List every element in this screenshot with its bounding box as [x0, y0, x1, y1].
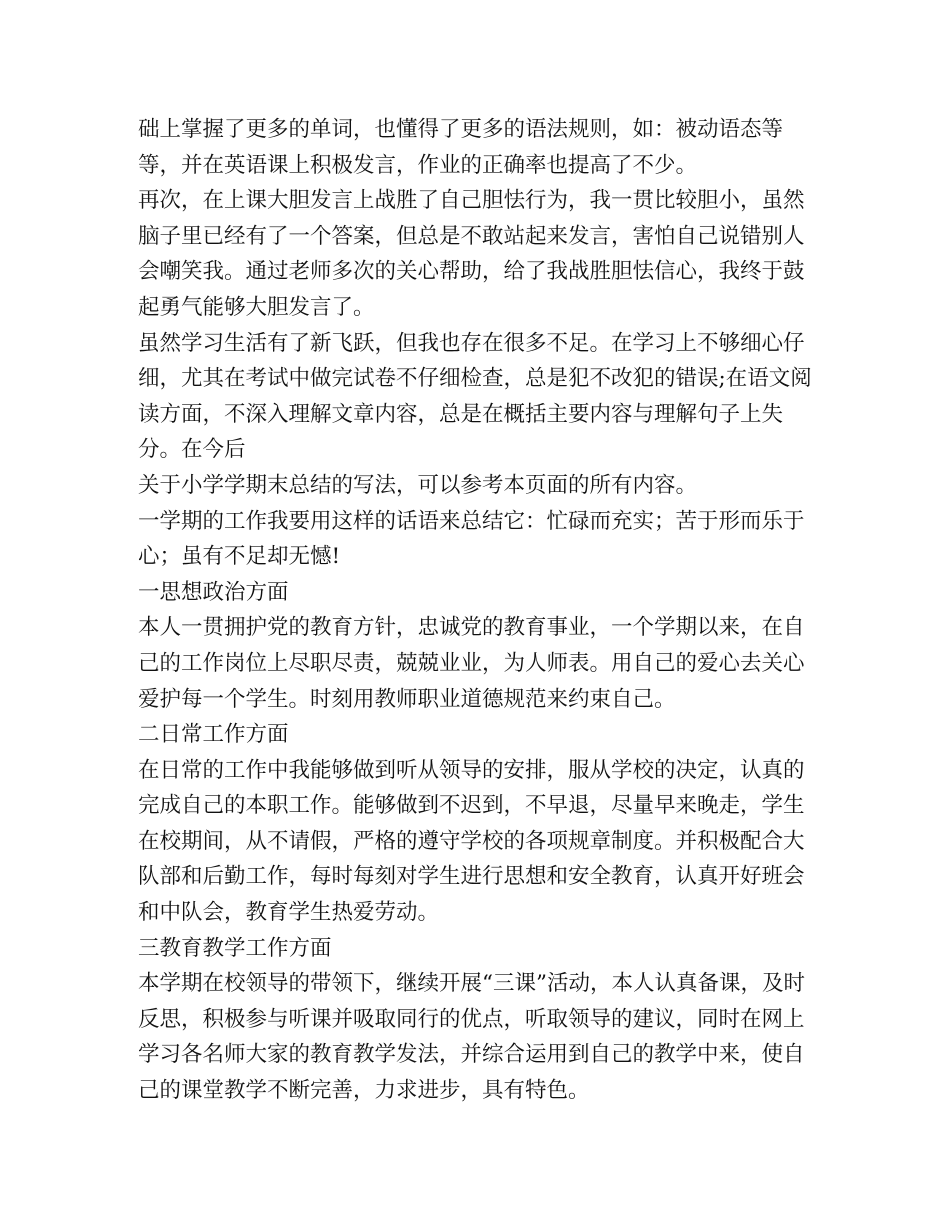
- paragraph-writing-note: 关于小学学期末总结的写法，可以参考本页面的所有内容。: [138, 472, 698, 498]
- paragraph-speaking-courage: 再次，在上课大胆发言上战胜了自己胆怯行为，我一贯比较胆小，虽然脑子里已经有了一个答案，但总是不敢站起来发言，害怕自己说错别人会嘲笑我。通过老师多次的关心帮助，给了我战胜胆怯信心，我终于鼓起勇气能够大胆发言了。: [138, 188, 805, 320]
- paragraph-political: 本人一贯拥护党的教育方针，忠诚党的教育事业，一个学期以来，在自己的工作岗位上尽职尽责，兢兢业业，为人师表。用自己的爱心去关心爱护每一个学生。时刻用教师职业道德规范来约束自己。: [138, 615, 805, 712]
- section-heading-daily-work: 二日常工作方面: [138, 722, 289, 748]
- section-heading-teaching: 三教育教学工作方面: [138, 935, 332, 961]
- paragraph-english-progress: 础上掌握了更多的单词，也懂得了更多的语法规则，如：被动语态等等，并在英语课上积极发言，作业的正确率也提高了不少。: [138, 117, 784, 178]
- paragraph-shortcomings: 虽然学习生活有了新飞跃，但我也存在很多不足。在学习上不够细心仔细，尤其在考试中做完试卷不仔细检查，总是犯不改犯的错误;在语文阅读方面，不深入理解文章内容，总是在概括主要内容与理解句子上失分。在今后: [138, 330, 812, 463]
- paragraph-daily-work: 在日常的工作中我能够做到听从领导的安排，服从学校的决定，认真的完成自己的本职工作。能够做到不迟到，不早退，尽量早来晚走，学生在校期间，从不请假，严格的遵守学校的各项规章制度。并积极配合大队部和后勤工作，每时每刻对学生进行思想和安全教育，认真开好班会和中队会，教育学生热爱劳动。: [138, 757, 805, 926]
- document-body: [138, 112, 818, 1109]
- paragraph-teaching: 本学期在校领导的带领下，继续开展“三课”活动，本人认真备课，及时反思，积极参与听课并吸取同行的优点，听取领导的建议，同时在网上学习各名师大家的教育教学发法，并综合运用到自己的教学中来，使自己的课堂教学不断完善，力求进步，具有特色。: [138, 971, 805, 1104]
- paragraph-semester-summary: 一学期的工作我要用这样的话语来总结它：忙碌而充实；苦于形而乐于心；虽有不足却无憾!: [138, 508, 805, 570]
- section-heading-political: 一思想政治方面: [138, 579, 289, 605]
